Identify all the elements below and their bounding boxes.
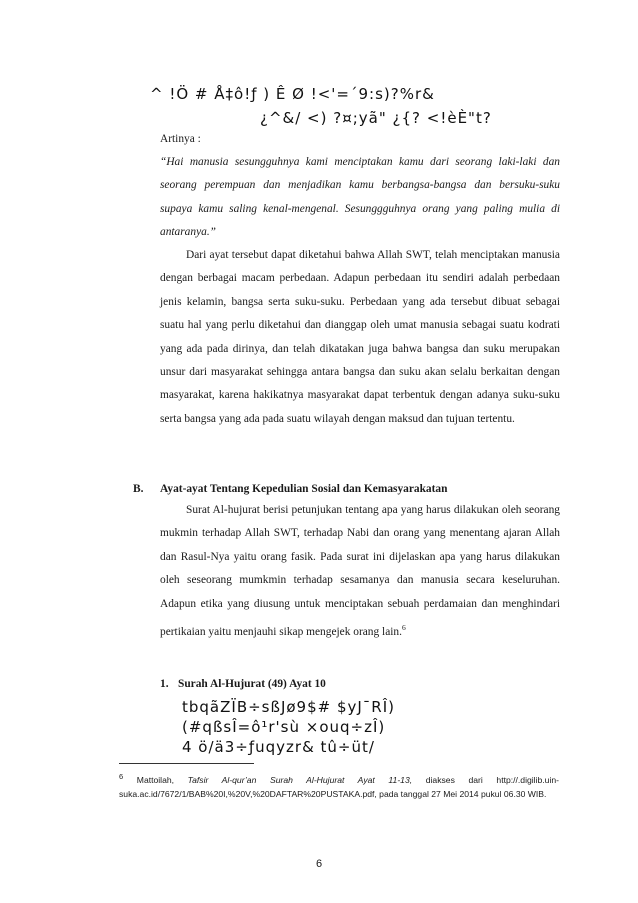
footnote-title: Tafsir Al-qur’an Surah Al-Hujurat Ayat 11-13, (187, 774, 413, 785)
footnote (119, 770, 559, 802)
subsection-1-marker: 1. (160, 678, 169, 690)
arabic-verse-2-line-1: tbqãZÏB÷sßJø9$# $yJ¯RÎ) (182, 698, 396, 716)
section-b-title: Ayat-ayat Tentang Kepedulian Sosial dan Kemasyarakatan (160, 483, 448, 495)
arabic-verse-2-line-3: 4 ö/ä3÷ƒuqyzr& tû÷üt/ (182, 738, 375, 756)
section-b-paragraph (160, 499, 560, 644)
page-number: 6 (315, 858, 323, 870)
section-b-marker: B. (133, 483, 144, 495)
artinya-label: Artinya : (160, 133, 201, 145)
footnote-divider (119, 763, 254, 764)
arabic-verse-1-line-2: ¿^&/ <) ?¤;yã" ¿{? <!èÈ"t? (260, 109, 492, 127)
verse-translation: “Hai manusia sesungguhnya kami menciptakan kamu dari seorang laki-laki dan seorang perempuan dan menjadikan kamu berbangsa-bangsa dan bersuku-suku supaya kamu saling kenal-mengenal. Sesunggguhnya orang yang paling mulia di antaranya.” (160, 156, 560, 239)
arabic-verse-1-line-1: ^ !Ö # Å‡ô!ƒ ) Ê Ø !<'=´9:s)?%r& (150, 85, 435, 103)
footnote-number: 6 (119, 772, 124, 781)
footnote-ref: 6 (401, 623, 406, 633)
subsection-1-title: Surah Al-Hujurat (49) Ayat 10 (178, 678, 326, 690)
footnote-author: Mattoilah, (136, 774, 175, 785)
arabic-verse-2-line-2: (#qßsÎ=ô¹r'sù ×ouq÷zÎ) (182, 718, 386, 736)
paragraph-explanation: Dari ayat tersebut dapat diketahui bahwa Allah SWT, telah menciptakan manusia dengan berbagai macam perbedaan. Adapun perbedaan itu sendiri adalah perbedaan jenis kelamin, bangsa serta suku-suku. Perbedaan yang ada tersebut dibuat sebagai suatu hal yang perlu diketahui dan dianggap oleh umat manusia sebagai suatu kodrati yang ada pada dirinya, dan telah dikatakan juga bahwa bangsa dan suku merupakan unsur dari masyarakat sehingga antara bangsa dan suku akan selalu berkaitan dengan masyarakat, karena hakikatnya masyarakat dapat terbentuk dengan adanya suku-suku serta bangsa yang ada pada suatu wilayah dengan maksud dan tujuan tertentu. (160, 249, 560, 425)
footnote-rest: diakses dari http://.digilib.uin-suka.ac.id/7672/1/BAB%20I,%20V,%20DAFTAR%20PUSTAKA.pdf, pada tanggal 27 Mei 2014 pukul 06.30 WIB. (119, 774, 559, 800)
section-b-paragraph-text: Surat Al-hujurat berisi petunjukan tentang apa yang harus dilakukan oleh seorang mukmin terhadap Allah SWT, terhadap Nabi dan orang yang menentang ajaran Allah dan Rasul-Nya yaitu orang fasik. Pada surat ini dijelaskan apa yang harus dilakukan oleh seseorang mumkmin terhadap sesamanya dan manusia secara keseluruhan. Adapun etika yang diusung untuk menciptakan sebuah perdamaian dan menghindari pertikaian yaitu menjauhi sikap mengejek orang lain. (160, 504, 560, 638)
